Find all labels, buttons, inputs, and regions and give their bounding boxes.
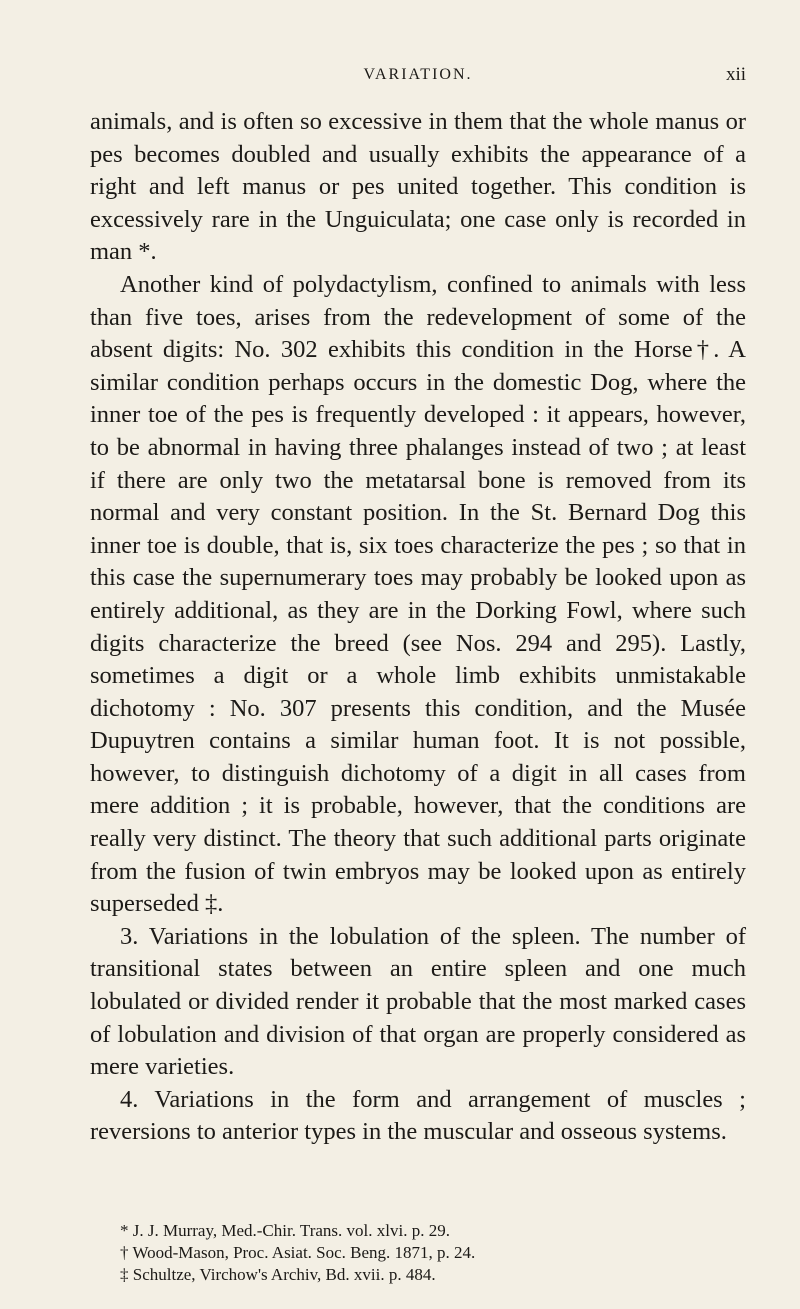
footnote-3: ‡ Schultze, Virchow's Archiv, Bd. xvii. p. 484. xyxy=(120,1265,436,1284)
page-number: xii xyxy=(725,64,746,85)
footnote-2: † Wood-Mason, Proc. Asiat. Soc. Beng. 1871, p. 24. xyxy=(120,1243,476,1262)
footnotes xyxy=(90,1220,746,1286)
paragraph-continuation: animals, and is often so excessive in them that the whole manus or pes becomes doubled and usually exhibits the appearance of a right and left manus or pes united together. This condition is excessively rare in the Unguiculata; one case only is recorded in man *. xyxy=(90,108,746,266)
running-title: VARIATION. xyxy=(363,66,473,83)
paragraph-polydactylism: Another kind of polydactylism, confined to animals with less than five toes, arises from the redevelopment of some of the absent digits: No. 302 exhibits this condition in the Horse†. A similar condition perhaps occurs in the domestic Dog, where the inner toe of the pes is frequently developed : it appears, however, to be abnormal in having three phalanges instead of two ; at least if there are only two the metatarsal bone is removed from its normal and very constant position. In the St. Bernard Dog this inner toe is double, that is, six toes characterize the pes ; so that in this case the supernumerary toes may probably be looked upon as entirely additional, as they are in the Dorking Fowl, where such digits characterize the breed (see Nos. 294 and 295). Lastly, sometimes a digit or a whole limb exhibits unmistakable dichotomy : No. 307 presents this condition, and the Musée Dupuytren contains a similar human foot. It is not possible, however, to distinguish dichotomy of a digit in all cases from mere addition ; it is probable, however, that the conditions are really very distinct. The theory that such additional parts originate from the fusion of twin embryos may be looked upon as entirely superseded ‡. xyxy=(90,270,746,918)
footnote-1: * J. J. Murray, Med.-Chir. Trans. vol. xlvi. p. 29. xyxy=(120,1221,450,1240)
paragraph-spleen: 3. Variations in the lobulation of the spleen. The number of transitional states between an entire spleen and one much lobulated or divided render it probable that the most marked cases of lobulation and division of that organ are properly considered as mere varieties. xyxy=(90,922,746,1081)
page-header xyxy=(90,62,746,90)
paragraph-muscles: 4. Variations in the form and arrangement of muscles ; reversions to anterior types in the muscular and osseous systems. xyxy=(90,1085,746,1146)
body-text xyxy=(90,106,746,1149)
